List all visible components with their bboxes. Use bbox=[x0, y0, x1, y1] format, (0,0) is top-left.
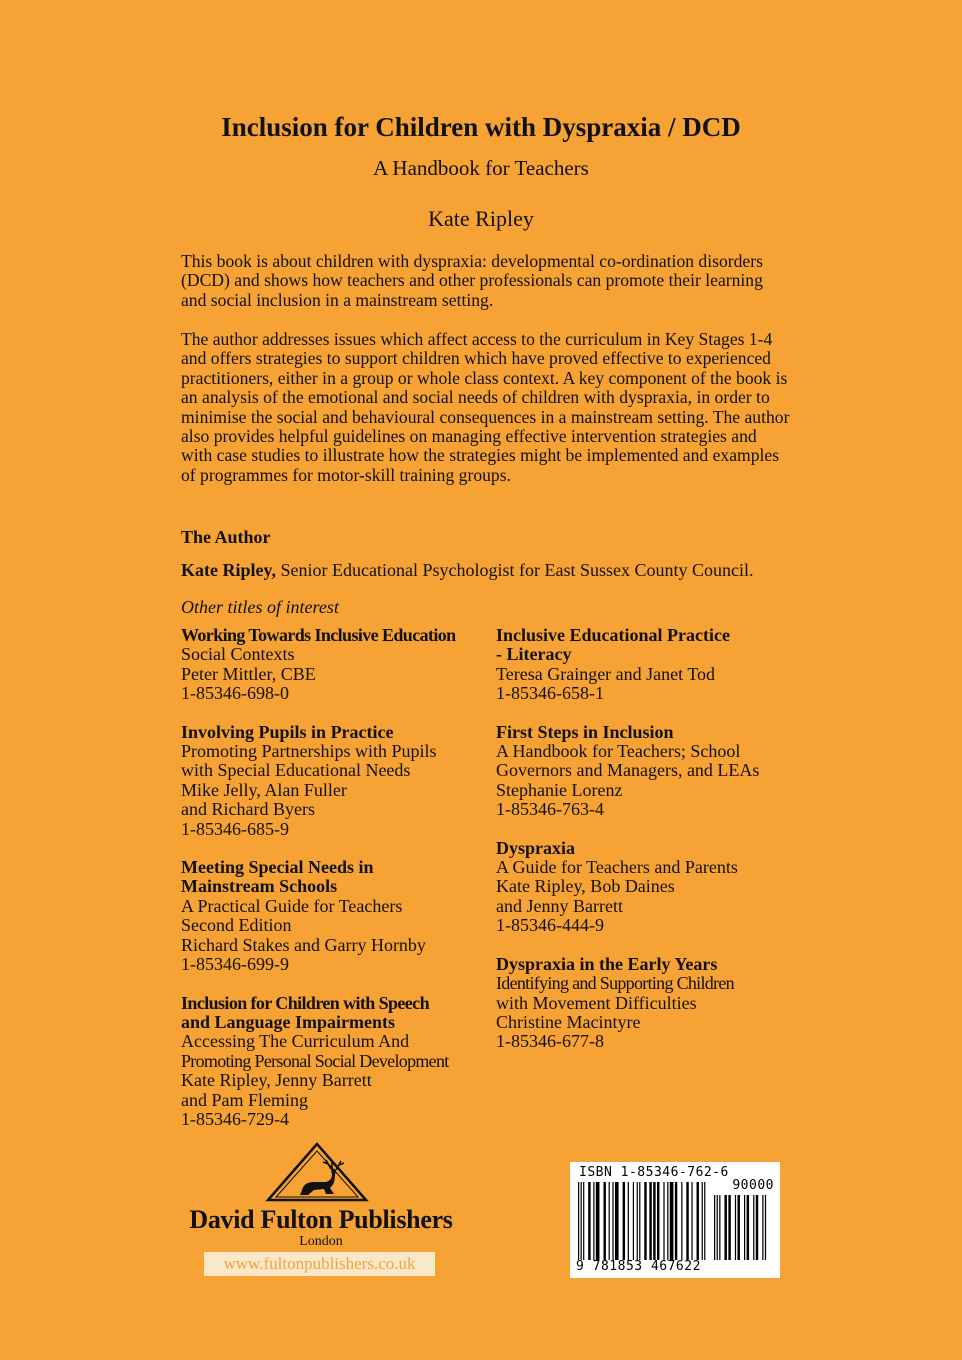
other-title-detail: 1-85346-444-9 bbox=[496, 915, 604, 936]
barcode-bar bbox=[719, 1195, 720, 1260]
other-title-detail: A Handbook for Teachers; School bbox=[496, 741, 741, 762]
barcode-bar bbox=[724, 1195, 726, 1260]
barcode-bar bbox=[593, 1182, 594, 1260]
isbn-text: ISBN 1-85346-762-6 bbox=[579, 1165, 729, 1180]
barcode-addon-bars bbox=[714, 1195, 774, 1260]
other-title-detail: with Movement Difficulties bbox=[496, 992, 697, 1013]
other-title-detail: Promoting Partnerships with Pupils bbox=[181, 741, 437, 762]
barcode-bar bbox=[691, 1182, 692, 1260]
other-title-entry bbox=[496, 955, 796, 1052]
barcode-bar bbox=[612, 1182, 613, 1260]
about-author-description: Senior Educational Psychologist for East Sussex County Council. bbox=[276, 560, 754, 580]
barcode-bar bbox=[670, 1182, 674, 1260]
barcode-bar bbox=[657, 1182, 659, 1260]
other-title-entry bbox=[181, 626, 481, 704]
other-title-detail: Mike Jelly, Alan Fuller bbox=[181, 779, 347, 800]
other-title-detail: Promoting Personal Social Development bbox=[181, 1050, 449, 1071]
other-title-entry bbox=[496, 839, 796, 936]
barcode-bar bbox=[717, 1195, 718, 1260]
other-title-detail: 1-85346-729-4 bbox=[181, 1108, 289, 1129]
barcode-bar bbox=[704, 1182, 705, 1260]
other-title-detail: Kate Ripley, Jenny Barrett bbox=[181, 1070, 372, 1091]
barcode-bar bbox=[765, 1195, 766, 1260]
other-title-name: - Literacy bbox=[496, 644, 572, 665]
other-title-detail: 1-85346-677-8 bbox=[496, 1031, 604, 1052]
other-title-detail: Accessing The Curriculum And bbox=[181, 1031, 410, 1052]
barcode-bar bbox=[581, 1182, 582, 1260]
other-title-detail: Governors and Managers, and LEAs bbox=[496, 760, 760, 781]
other-title-detail: Kate Ripley, Bob Daines bbox=[496, 876, 675, 897]
barcode-bar bbox=[762, 1195, 763, 1260]
other-title-name: Mainstream Schools bbox=[181, 876, 338, 897]
other-title-entry bbox=[181, 994, 481, 1130]
other-title-name: First Steps in Inclusion bbox=[496, 721, 674, 742]
description-paragraph-1: This book is about children with dyspraxia: developmental co-ordination disorders (DCD) and shows how teachers and other professionals can promote their learning and social inclusion in a mainstream setting. bbox=[181, 251, 763, 310]
other-title-detail: Peter Mittler, CBE bbox=[181, 663, 316, 684]
other-title-name: Working Towards Inclusive Education bbox=[181, 625, 456, 645]
about-author-bio bbox=[181, 560, 753, 581]
barcode-bar bbox=[639, 1182, 640, 1260]
barcode-bar bbox=[653, 1182, 655, 1260]
other-title-detail: and Richard Byers bbox=[181, 799, 315, 820]
barcode-bar bbox=[756, 1195, 758, 1260]
other-title-detail: 1-85346-763-4 bbox=[496, 799, 604, 820]
other-title-detail: 1-85346-685-9 bbox=[181, 818, 289, 839]
other-title-detail: Stephanie Lorenz bbox=[496, 779, 623, 800]
book-author: Kate Ripley bbox=[428, 206, 534, 231]
other-title-detail: and Pam Fleming bbox=[181, 1089, 308, 1110]
barcode-bar bbox=[644, 1182, 646, 1260]
barcode-bar bbox=[667, 1182, 668, 1260]
barcode-bar bbox=[663, 1182, 664, 1260]
barcode-bar bbox=[615, 1182, 619, 1260]
other-title-detail: 1-85346-698-0 bbox=[181, 683, 289, 704]
description-paragraph-2: The author addresses issues which affect access to the curriculum in Key Stages 1-4 and offers strategies to support children which have proved effective to experienced practitioners, either in a group or whole class context. A key component of the book is an analysis of the emotional and social needs of children with dyspraxia, in order to minimise the social and behavioural consequences in a mainstream setting. The author also provides helpful guidelines on managing effective intervention strategies and with case studies to illustrate how the strategies might be implemented and examples of programmes for motor-skill training groups. bbox=[181, 329, 790, 485]
publisher-url[interactable]: www.fultonpublishers.co.uk bbox=[204, 1252, 435, 1276]
barcode-bar bbox=[697, 1182, 699, 1260]
barcode-bar bbox=[583, 1182, 584, 1260]
publisher-name: David Fulton Publishers bbox=[189, 1205, 453, 1234]
barcode-bar bbox=[753, 1195, 754, 1260]
other-titles-right-column bbox=[496, 626, 796, 1071]
book-subtitle: A Handbook for Teachers bbox=[373, 156, 589, 180]
barcode-bar bbox=[603, 1182, 605, 1260]
barcode-bar bbox=[578, 1182, 579, 1260]
barcode-bar bbox=[633, 1182, 634, 1260]
barcode-bar bbox=[623, 1182, 625, 1260]
barcode-bar bbox=[728, 1195, 730, 1260]
other-title-name: Dyspraxia in the Early Years bbox=[496, 953, 718, 974]
other-title-name: Dyspraxia bbox=[496, 837, 576, 858]
other-title-name: Inclusion for Children with Speech bbox=[181, 992, 429, 1013]
price-code: 90000 bbox=[732, 1178, 774, 1193]
other-titles-left-column bbox=[181, 626, 481, 1148]
other-title-detail: and Jenny Barrett bbox=[496, 895, 623, 916]
other-title-entry bbox=[181, 723, 481, 839]
barcode-bar bbox=[681, 1182, 682, 1260]
isbn-barcode bbox=[570, 1162, 780, 1278]
other-title-detail: with Special Educational Needs bbox=[181, 760, 411, 781]
other-title-detail: Social Contexts bbox=[181, 644, 295, 665]
barcode-bars bbox=[578, 1182, 708, 1260]
barcode-bar bbox=[637, 1182, 638, 1260]
ean-number: 9 781853 467622 bbox=[576, 1259, 701, 1274]
other-title-entry bbox=[496, 626, 796, 704]
barcode-bar bbox=[744, 1195, 745, 1260]
barcode-bar bbox=[649, 1182, 651, 1260]
barcode-bar bbox=[588, 1182, 590, 1260]
other-title-name: and Language Impairments bbox=[181, 1011, 396, 1032]
other-title-detail: A Practical Guide for Teachers bbox=[181, 895, 403, 916]
other-title-name: Inclusive Educational Practice bbox=[496, 625, 730, 645]
other-title-detail: 1-85346-658-1 bbox=[496, 683, 604, 704]
other-title-detail: Second Edition bbox=[181, 915, 292, 936]
other-titles-heading: Other titles of interest bbox=[181, 597, 339, 617]
other-title-entry bbox=[181, 858, 481, 974]
about-author-heading: The Author bbox=[181, 527, 271, 547]
barcode-bar bbox=[628, 1182, 629, 1260]
barcode-bar bbox=[702, 1182, 703, 1260]
other-title-name: Meeting Special Needs in bbox=[181, 857, 374, 878]
barcode-bar bbox=[747, 1195, 749, 1260]
other-title-entry bbox=[496, 723, 796, 820]
other-title-detail: Teresa Grainger and Janet Tod bbox=[496, 663, 716, 684]
publisher-city: London bbox=[299, 1234, 343, 1249]
other-title-detail: 1-85346-699-9 bbox=[181, 954, 289, 975]
barcode-bar bbox=[686, 1182, 688, 1260]
book-title: Inclusion for Children with Dyspraxia / DCD bbox=[221, 112, 741, 142]
barcode-bar bbox=[714, 1195, 715, 1260]
about-author-name: Kate Ripley, bbox=[181, 560, 276, 580]
other-title-detail: A Guide for Teachers and Parents bbox=[496, 857, 738, 878]
other-title-name: Involving Pupils in Practice bbox=[181, 721, 394, 742]
barcode-bar bbox=[675, 1182, 677, 1260]
barcode-bar bbox=[737, 1195, 739, 1260]
other-title-detail: Christine Macintyre bbox=[496, 1011, 641, 1032]
barcode-bar bbox=[735, 1195, 736, 1260]
other-title-detail: Identifying and Supporting Children bbox=[496, 973, 734, 994]
barcode-bar bbox=[609, 1182, 610, 1260]
barcode-bar bbox=[596, 1182, 600, 1260]
other-title-detail: Richard Stakes and Garry Hornby bbox=[181, 934, 426, 955]
deer-logo-icon bbox=[262, 1142, 372, 1204]
